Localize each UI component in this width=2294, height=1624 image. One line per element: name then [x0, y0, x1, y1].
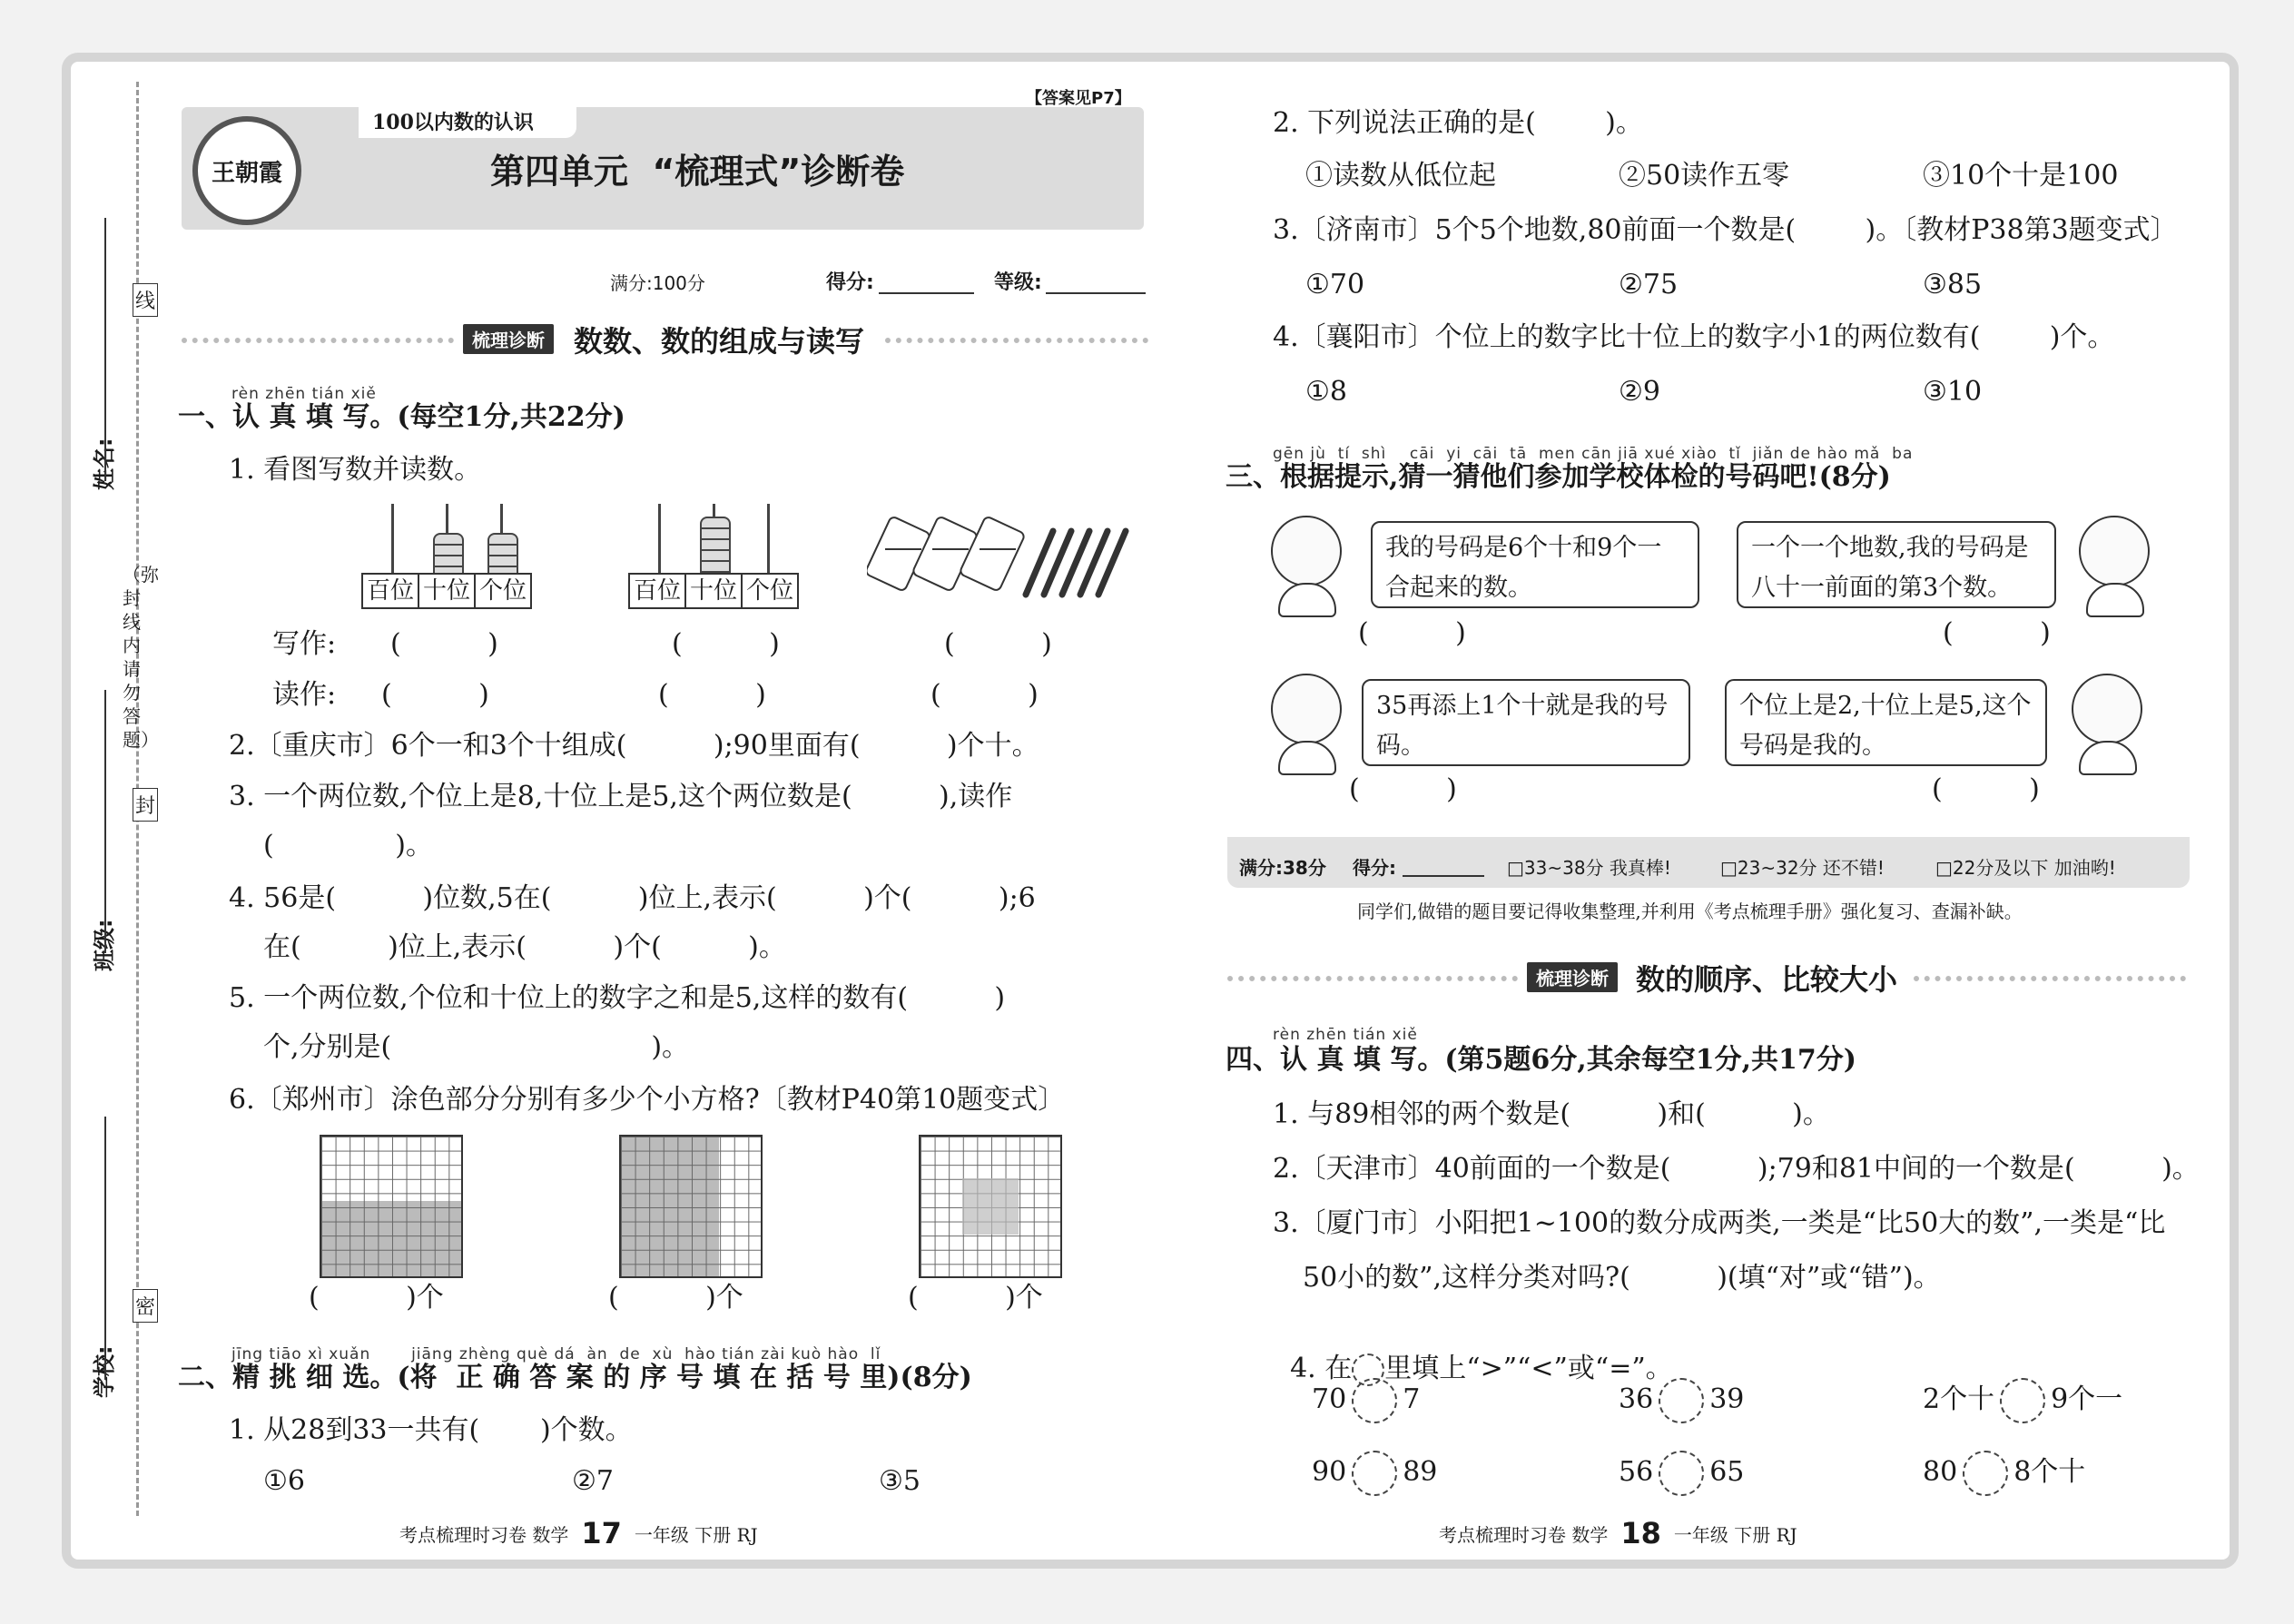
q1-heading: 一、认 真 填 写。(每空1分,共22分) [178, 401, 625, 433]
scorebar-got: 得分: [1353, 857, 1396, 879]
cmp-2 [1619, 1378, 1744, 1423]
name-line[interactable] [104, 218, 106, 481]
q2-item4-opt3[interactable]: ③10 [1923, 376, 1983, 408]
full-score: 满分:100分 [610, 272, 705, 294]
scorebar-full: 满分:38分 [1239, 857, 1326, 879]
q3-answer-1[interactable]: ( ) [1358, 617, 1466, 649]
cmp-4-circle[interactable] [1352, 1451, 1397, 1496]
q2-heading: 二、精 挑 细 选。(将 正 确 答 案 的 序 号 填 在 括 号 里)(8分) [178, 1362, 972, 1393]
grade-field[interactable] [1046, 292, 1146, 294]
section-a-divider-left [182, 338, 454, 343]
q3-answer-2[interactable]: ( ) [1943, 617, 2051, 649]
logo-badge [192, 116, 301, 225]
grid-answer-3[interactable]: ( )个 [908, 1282, 1043, 1314]
q1-item1: 1. 看图写数并读数。 [229, 454, 482, 486]
scorebar-rating-2[interactable]: □23~32分 还不错! [1720, 857, 1885, 879]
write-label: 写作: [272, 628, 337, 660]
binding-note: （弥封线内请勿答题） [123, 564, 159, 751]
scorebar-rating-3[interactable]: □22分及以下 加油哟! [1935, 857, 2116, 879]
answer-ref: 【答案见P7】 [1026, 89, 1131, 108]
school-label: 学校: [92, 1345, 117, 1398]
cmp-3-right: 9个一 [2051, 1383, 2123, 1415]
q1-item5b: 个,分别是( )。 [263, 1031, 690, 1063]
abacus-1-label-ones: 个位 [476, 573, 532, 609]
section-b-divider-right [1914, 976, 2186, 981]
scorebar-rating-1[interactable]: □33~38分 我真棒! [1507, 857, 1671, 879]
bubble-2: 一个一个地数,我的号码是八十一前面的第3个数。 [1737, 521, 2056, 608]
read-answer-3[interactable]: ( ) [930, 679, 1039, 711]
abacus-2 [628, 504, 801, 611]
q2-item4: 4.〔襄阳市〕个位上的数字比十位上的数字小1的两位数有( )个。 [1273, 321, 2115, 353]
q4-item2: 2.〔天津市〕40前面的一个数是( );79和81中间的一个数是( )。 [1273, 1153, 2200, 1185]
grid-3-shaded [962, 1178, 1019, 1235]
read-label: 读作: [272, 679, 337, 711]
scorebar-note: 同学们,做错的题目要记得收集整理,并利用《考点梳理手册》强化复习、查漏补缺。 [1357, 901, 2023, 922]
cmp-5-right: 65 [1709, 1456, 1745, 1488]
score-label: 得分: [826, 271, 874, 294]
cmp-6-circle[interactable] [1963, 1451, 2008, 1496]
page-title: 第四单元 “梳理式”诊断卷 [490, 152, 905, 192]
cmp-5-left: 56 [1619, 1456, 1654, 1488]
q1-item4a: 4. 56是( )位数,5在( )位上,表示( )个( );6 [229, 882, 1036, 914]
abacus-1-label-hundreds: 百位 [361, 573, 419, 609]
school-line[interactable] [104, 1117, 106, 1380]
q2-item4-opt2[interactable]: ②9 [1619, 376, 1660, 408]
cmp-3-circle[interactable] [2000, 1378, 2045, 1423]
abacus-2-label-ones: 个位 [743, 573, 799, 609]
footer-right-series: 考点梳理时习卷 数学 [1439, 1523, 1609, 1546]
cmp-1-left: 70 [1312, 1383, 1347, 1415]
q1-pinyin: rèn zhēn tián xiě [231, 385, 377, 403]
q3-pinyin: gēn jù tí shì cāi yi cāi tā men cān jiā xué xiào tǐ jiǎn de hào mǎ ba [1273, 445, 1914, 463]
cmp-6 [1923, 1451, 2085, 1496]
bundle-3 [959, 516, 1025, 592]
loose-sticks [1026, 531, 1126, 595]
cmp-6-right: 8个十 [2013, 1456, 2086, 1488]
q2-item2-opt2[interactable]: ②50读作五零 [1619, 160, 1790, 192]
cmp-5-circle[interactable] [1659, 1451, 1704, 1496]
q4-item4-post: 里填上“>”“<”或“=”。 [1384, 1353, 1673, 1384]
q2-item3-opt3[interactable]: ③85 [1923, 269, 1983, 300]
section-b-tag: 梳理诊断 [1527, 962, 1618, 992]
q2-item2-opt3[interactable]: ③10个十是100 [1923, 160, 2119, 192]
grid-answer-1[interactable]: ( )个 [309, 1282, 444, 1314]
bubble-4: 个位上是2,十位上是5,这个号码是我的。 [1725, 679, 2047, 766]
score-field[interactable] [879, 292, 974, 294]
write-answer-3[interactable]: ( ) [944, 628, 1052, 660]
name-label: 姓名: [92, 438, 117, 490]
cmp-1 [1312, 1378, 1420, 1423]
q3-answer-3[interactable]: ( ) [1349, 773, 1457, 805]
cmp-4-left: 90 [1312, 1456, 1347, 1488]
cmp-1-circle[interactable] [1352, 1378, 1397, 1423]
read-answer-2[interactable]: ( ) [658, 679, 766, 711]
q1-item6: 6.〔郑州市〕涂色部分分别有多少个小方格?〔教材P40第10题变式〕 [229, 1084, 1066, 1116]
write-answer-1[interactable]: ( ) [390, 628, 498, 660]
footer-left-grade: 一年级 下册 RJ [634, 1523, 758, 1546]
grid-1 [320, 1135, 463, 1278]
footer-left [399, 1516, 758, 1550]
kid-boy-1 [2079, 516, 2150, 617]
q3-answer-4[interactable]: ( ) [1932, 773, 2040, 805]
class-label: 班级: [92, 919, 117, 971]
cmp-6-left: 80 [1923, 1456, 1958, 1488]
footer-left-series: 考点梳理时习卷 数学 [399, 1523, 569, 1546]
kid-girl-2 [2072, 674, 2142, 775]
q4-item3a: 3.〔厦门市〕小阳把1~100的数分成两类,一类是“比50大的数”,一类是“比 [1273, 1207, 2166, 1239]
footer-left-page: 17 [581, 1516, 622, 1550]
q1-item2: 2.〔重庆市〕6个一和3个十组成( );90里面有( )个十。 [229, 730, 1039, 762]
q2-item1-opt3[interactable]: ③5 [879, 1465, 921, 1497]
cmp-2-right: 39 [1709, 1383, 1745, 1415]
q2-item3: 3.〔济南市〕5个5个地数,80前面一个数是( )。〔教材P38第3题变式〕 [1273, 214, 2178, 246]
abacus-2-label-tens: 十位 [686, 573, 743, 609]
abacus-2-label-hundreds: 百位 [628, 573, 686, 609]
q1-item4b: 在( )位上,表示( )个( )。 [263, 931, 786, 963]
q4-item1: 1. 与89相邻的两个数是( )和( )。 [1273, 1098, 1830, 1130]
q2-item2: 2. 下列说法正确的是( )。 [1273, 107, 1643, 139]
q4-item4 [1273, 1314, 1673, 1387]
cmp-3 [1923, 1378, 2122, 1423]
binding-xian: 线 [133, 283, 158, 317]
cmp-5 [1619, 1451, 1744, 1496]
q1-item5a: 5. 一个两位数,个位和十位上的数字之和是5,这样的数有( ) [229, 982, 1006, 1014]
q1-item3b: ( )。 [263, 830, 433, 861]
stick-bundles [867, 513, 1130, 604]
q4-item3b: 50小的数”,这样分类对吗?( )(填“对”或“错”)。 [1303, 1262, 1941, 1294]
cmp-4-right: 89 [1403, 1456, 1438, 1488]
cmp-2-circle[interactable] [1659, 1378, 1704, 1423]
cmp-2-left: 36 [1619, 1383, 1654, 1415]
section-b-divider-left [1227, 976, 1518, 981]
q4-pinyin: rèn zhēn tián xiě [1273, 1026, 1418, 1044]
q2-item3-opt1[interactable]: ①70 [1305, 269, 1365, 300]
q4-heading: 四、认 真 填 写。(第5题6分,其余每空1分,共17分) [1226, 1044, 1856, 1076]
q2-pinyin: jīng tiāo xì xuǎn jiāng zhèng què dá àn de xù hào tián zài kuò hào lǐ [231, 1345, 881, 1363]
q4-item4-pre: 4. 在 [1290, 1353, 1353, 1384]
section-a-title: 数数、数的组成与读写 [574, 324, 865, 359]
q2-item3-opt2[interactable]: ②75 [1619, 269, 1679, 300]
grade-label: 等级: [994, 271, 1042, 294]
q1-item3a: 3. 一个两位数,个位上是8,十位上是5,这个两位数是( ),读作 [229, 781, 1013, 812]
kid-girl-1 [1271, 516, 1342, 617]
logo-text: 王朝霞 [211, 159, 282, 187]
q3-heading: 三、根据提示,猜一猜他们参加学校体检的号码吧!(8分) [1226, 461, 1891, 493]
abacus-1-label-tens: 十位 [419, 573, 476, 609]
q2-item2-opt1[interactable]: ①读数从低位起 [1305, 160, 1496, 192]
bubble-3: 35再添上1个十就是我的号码。 [1362, 679, 1690, 766]
footer-right-page: 18 [1620, 1516, 1661, 1550]
abacus-1 [361, 504, 534, 611]
section-b-title: 数的顺序、比较大小 [1636, 962, 1898, 997]
section-a-tag: 梳理诊断 [463, 324, 554, 354]
class-line[interactable] [104, 690, 106, 953]
header-topic: 100以内数的认识 [372, 111, 534, 134]
section-a-divider-right [885, 338, 1148, 343]
grid-2 [619, 1135, 763, 1278]
q2-item1-opt2[interactable]: ②7 [572, 1465, 614, 1497]
kid-boy-2 [1271, 674, 1342, 775]
footer-right [1439, 1516, 1797, 1550]
scorebar-field[interactable] [1403, 875, 1484, 877]
grid-answer-2[interactable]: ( )个 [608, 1282, 743, 1314]
q2-item1-opt1[interactable]: ①6 [263, 1465, 305, 1497]
q2-item4-opt1[interactable]: ①8 [1305, 376, 1347, 408]
write-answer-2[interactable]: ( ) [672, 628, 780, 660]
abacus-2-tens-beads [700, 517, 731, 580]
binding-feng: 封 [133, 788, 158, 822]
q2-item1: 1. 从28到33一共有( )个数。 [229, 1414, 633, 1446]
footer-right-grade: 一年级 下册 RJ [1673, 1523, 1797, 1546]
cmp-4 [1312, 1451, 1437, 1496]
bubble-1: 我的号码是6个十和9个一合起来的数。 [1371, 521, 1699, 608]
cmp-1-right: 7 [1403, 1383, 1421, 1415]
binding-mi: 密 [133, 1289, 158, 1323]
cmp-3-left: 2个十 [1923, 1383, 1995, 1415]
read-answer-1[interactable]: ( ) [381, 679, 489, 711]
